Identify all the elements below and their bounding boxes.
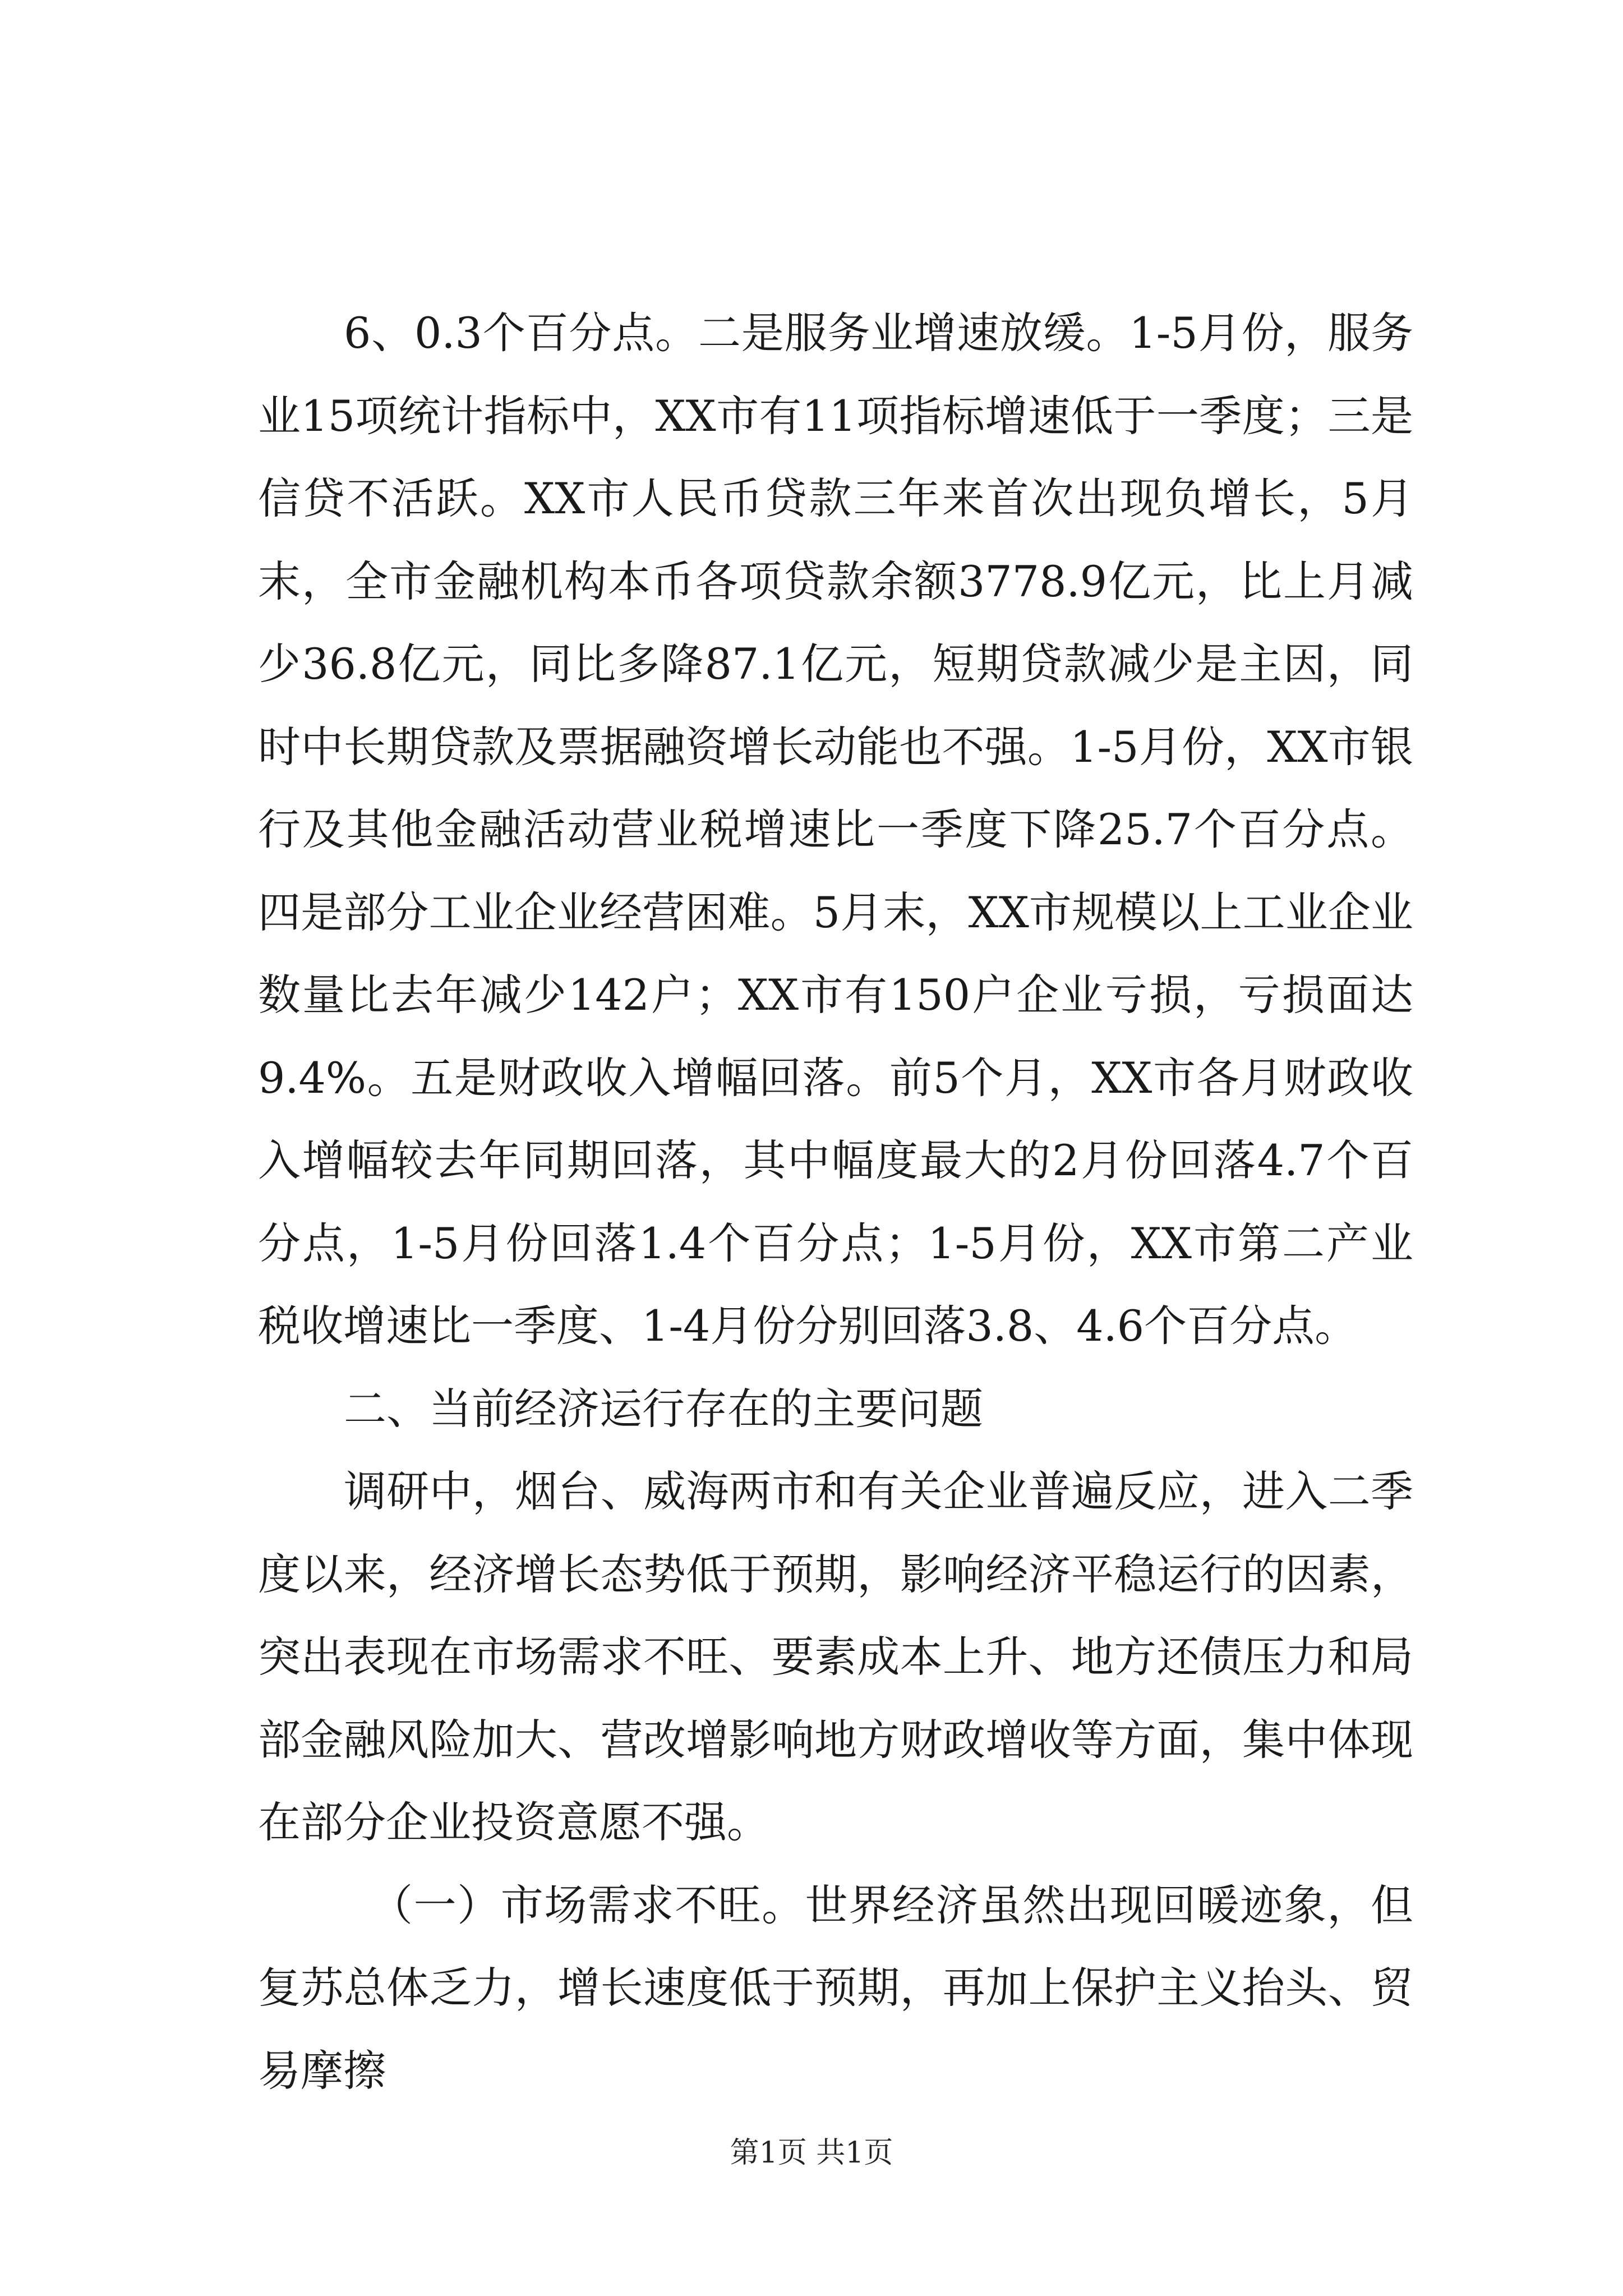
paragraph-survey-findings: 调研中，烟台、威海两市和有关企业普遍反应，进入二季度以来，经济增长态势低于预期，影响经济平稳运行的因素，突出表现在市场需求不旺、要素成本上升、地方还债压力和局部金融风险加大、营改增影响地方财政增收等方面，集中体现在部分企业投资意愿不强。: [258, 1466, 1413, 1847]
section-heading-main-problems: 二、当前经济运行存在的主要问题: [344, 1383, 983, 1434]
document-body: [258, 292, 1413, 2112]
paragraph-market-demand: （一）市场需求不旺。世界经济虽然出现回暖迹象，但复苏总体乏力，增长速度低于预期，再加上保护主义抬头、贸易摩擦: [258, 1880, 1413, 2096]
paragraph-economic-indicators: 6、0.3个百分点。二是服务业增速放缓。1-5月份，服务业15项统计指标中，XX市有11项指标增速低于一季度；三是信贷不活跃。XX市人民币贷款三年来首次出现负增长，5月末，全市金融机构本币各项贷款余额3778.9亿元，比上月减少36.8亿元，同比多降87.1亿元，短期贷款减少是主因，同时中长期贷款及票据融资增长动能也不强。1-5月份，XX市银行及其他金融活动营业税增速比一季度下降25.7个百分点。四是部分工业企业经营困难。5月末，XX市规模以上工业企业数量比去年减少142户；XX市有150户企业亏损，亏损面达9.4%。五是财政收入增幅回落。前5个月，XX市各月财政收入增幅较去年同期回落，其中幅度最大的2月份回落4.7个百分点，1-5月份回落1.4个百分点；1-5月份，XX市第二产业税收增速比一季度、1-4月份分别回落3.8、4.6个百分点。: [258, 308, 1413, 1351]
page-number-footer: 第1页 共1页: [730, 2136, 893, 2170]
